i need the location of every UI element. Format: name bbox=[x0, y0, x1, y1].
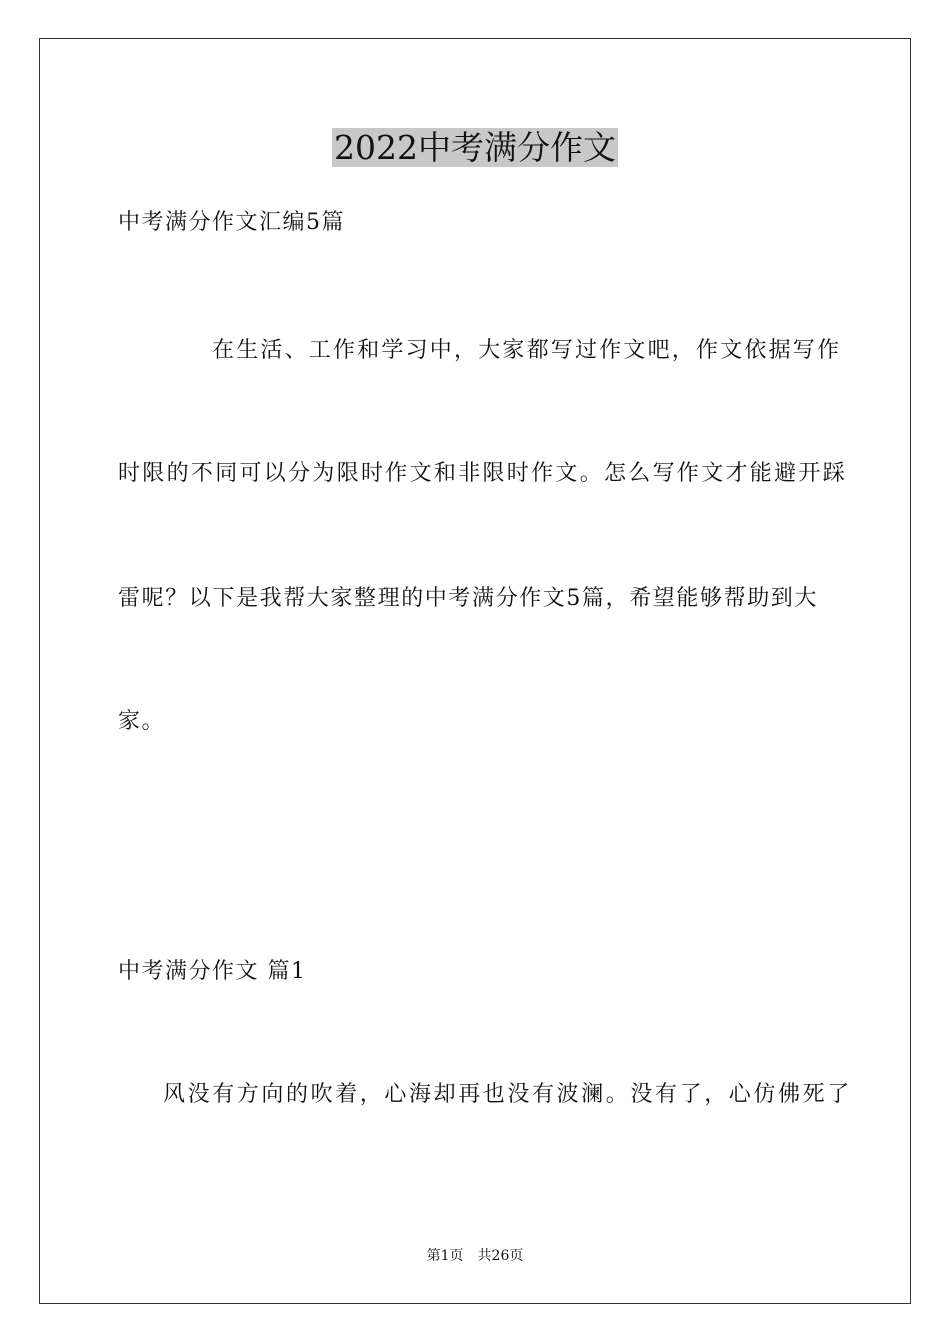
document-title-text: 2022中考满分作文 bbox=[334, 128, 616, 167]
page-total: 共26页 bbox=[477, 1248, 524, 1264]
page-footer bbox=[0, 1247, 950, 1265]
intro-paragraph-line: 雷呢？以下是我帮大家整理的中考满分作文5篇，希望能够帮助到大 bbox=[118, 586, 818, 611]
intro-paragraph-line: 时限的不同可以分为限时作文和非限时作文。怎么写作文才能避开踩 bbox=[118, 461, 848, 486]
page-number: 第1页 bbox=[426, 1248, 464, 1264]
section-heading: 中考满分作文 篇1 bbox=[118, 959, 307, 984]
essay-paragraph-line: 风没有方向的吹着，心海却再也没有波澜。没有了，心仿佛死了 bbox=[163, 1082, 852, 1107]
intro-paragraph-line: 家。 bbox=[118, 709, 166, 734]
intro-paragraph-line: 在生活、工作和学习中，大家都写过作文吧，作文依据写作 bbox=[212, 338, 842, 363]
document-title bbox=[0, 126, 950, 170]
document-subtitle: 中考满分作文汇编5篇 bbox=[118, 210, 345, 235]
